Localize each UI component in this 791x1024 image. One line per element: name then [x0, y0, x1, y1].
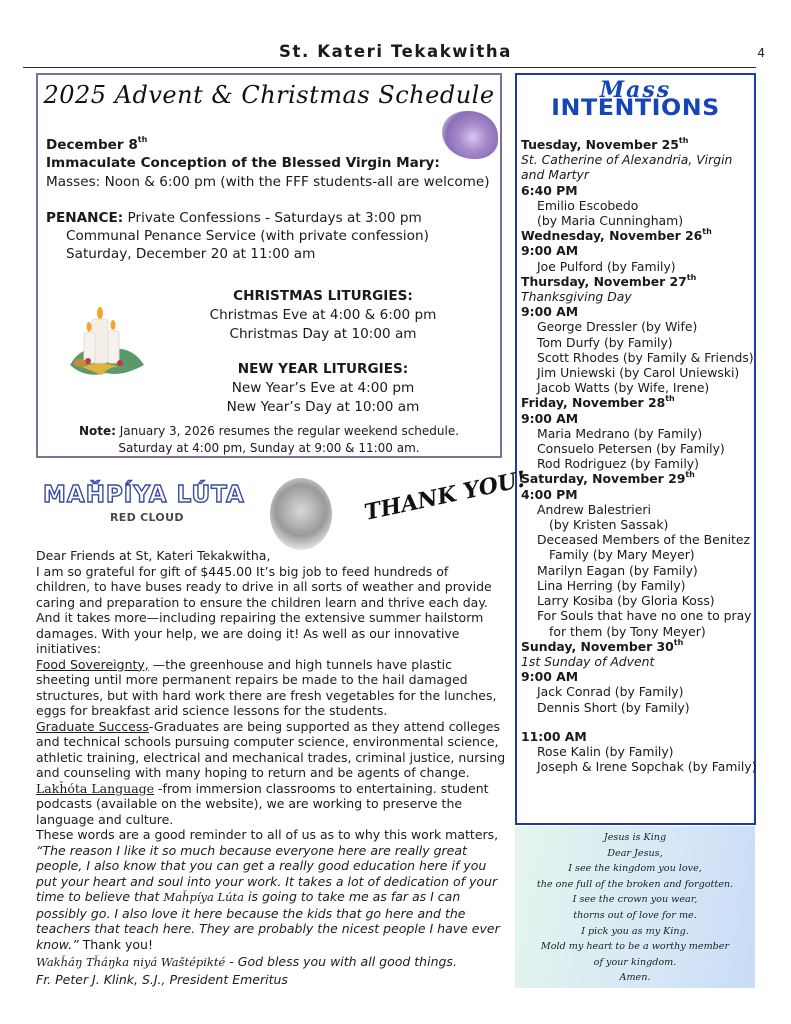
mass-time: 4:00 PM [521, 486, 578, 502]
christmas-heading: CHRISTMAS LITURGIES: [233, 288, 413, 304]
red-cloud-letter [36, 548, 506, 971]
student-photo [270, 478, 332, 550]
penance-date: Saturday, December 20 at 11:00 am [66, 246, 316, 263]
mass-time: 6:40 PM [521, 182, 578, 198]
food-sovereignty-link: Food Sovereignty, [36, 656, 149, 672]
mass-intention-entry: Marilyn Eagan (by Family) [537, 562, 698, 578]
letter-signature: Fr. Peter J. Klink, S.J., President Emeritus [36, 972, 288, 987]
mass-time: 11:00 AM [521, 728, 587, 744]
mass-intention-entry: Jacob Watts (by Wife, Irene) [537, 380, 710, 396]
mass-intention-entry: George Dressler (by Wife) [537, 319, 698, 335]
advent-candles-icon [62, 303, 150, 383]
immaculate-heading: Immaculate Conception of the Blessed Virgin Mary: [46, 155, 440, 172]
mass-time: 9:00 AM [521, 669, 579, 685]
mass-intention-entry: Dennis Short (by Family) [537, 699, 690, 715]
mass-intention-entry: Joseph & Irene Sopchak (by Family) [537, 759, 757, 775]
prayer-line: Amen. [619, 972, 651, 984]
mass-day-feast: 1st Sunday of Advent [521, 653, 655, 669]
immaculate-date: December 8th [46, 135, 148, 153]
mass-intention-entry: For Souls that have no one to pray [537, 608, 752, 624]
schedule-title: 2025 Advent & Christmas Schedule [43, 81, 495, 109]
prayer-line: the one full of the broken and forgotten. [536, 878, 734, 890]
schedule-note: Note: January 3, 2026 resumes the regular weekend schedule. Saturday at 4:00 pm, Sunday at 9:00 & 11:00 am. [78, 424, 460, 455]
new-years-eve: New Year’s Eve at 4:00 pm [231, 380, 415, 396]
mass-intention-entry-continued: Family (by Mary Meyer) [549, 547, 695, 563]
letter-greeting: Dear Friends at St, Kateri Tekakwitha, [36, 548, 271, 563]
mass-day-heading: Saturday, November 29th [521, 470, 695, 487]
mass-day [521, 274, 759, 396]
christmas-eve: Christmas Eve at 4:00 & 6:00 pm [209, 307, 437, 323]
mass-day-heading: Tuesday, November 25th [521, 136, 689, 152]
mass-intention-entry: (by Maria Cunningham) [537, 213, 684, 229]
prayer-card [515, 826, 755, 988]
mass-day-feast: St. Catherine of Alexandria, Virgin and Martyr [521, 152, 733, 183]
mass-intention-entry: Jack Conrad (by Family) [537, 684, 684, 700]
mass-day [521, 137, 759, 228]
lakota-language-paragraph: Lakȟóta Language -from immersion classrooms to entertaining. student podcasts (available on the website), we are working to preserve the language and culture. [36, 780, 489, 827]
mass-intention-entry: Rose Kalin (by Family) [537, 743, 674, 759]
mass-day-heading: Thursday, November 27th [521, 272, 697, 289]
prayer-line: I see the kingdom you love, [568, 863, 702, 875]
blessing-line: Wakȟáŋ Tȟáŋka niyá Waštépikté - God bless you with all good things. [36, 954, 457, 969]
mass-intention-entry: Rod Rodriguez (by Family) [537, 456, 699, 472]
mass-intention-entry: Maria Medrano (by Family) [537, 425, 703, 441]
christmas-day: Christmas Day at 10:00 am [229, 326, 417, 342]
mass-intention-entry: Joe Pulford (by Family) [537, 258, 676, 274]
mass-day-heading: Sunday, November 30th [521, 637, 684, 654]
mass-intentions-logo-bottom: INTENTIONS [551, 96, 720, 121]
mass-intentions-box [515, 73, 756, 825]
mass-time: 9:00 AM [521, 304, 579, 320]
mass-intention-entry: Larry Kosiba (by Gloria Koss) [537, 593, 715, 609]
header-divider [23, 67, 756, 68]
mass-day [521, 228, 759, 274]
prayer-line: thorns out of love for me. [573, 909, 697, 921]
student-quote: “The reason I like it so much because everyone here are really great people, I also know that you can get a really good education here if you put your heart and soul into your work. It takes a lot of dedication of your time to believe that Maȟpíya Lúta is going to take me as far as I can possibly go. I also love it here because the kids that go here and the teachers that teach here. They are probably the nicest people I have ever know.” Thank you! [36, 842, 500, 952]
mass-day [521, 639, 759, 775]
mass-intention-entry: Deceased Members of the Benitez [537, 532, 750, 548]
mass-day [521, 471, 759, 638]
christmas-liturgies [178, 287, 468, 344]
mass-intention-entry: Lina Herring (by Family) [537, 577, 686, 593]
penance-line: PENANCE: Private Confessions - Saturdays at 3:00 pm [46, 209, 422, 226]
mass-intention-entry: Emilio Escobedo [537, 197, 639, 213]
prayer-line: Jesus is King [603, 832, 667, 843]
letter-paragraph: I am so grateful for gift of $445.00 It’s big job to feed hundreds of children, to have buses ready to drive in all sorts of weather and provide caring and preparation to ensure the children learn and thrive each day. And it takes more—including repairing the extensive summer hailstorm damages. With your help, we are doing it! As well as our innovative initiatives: [36, 563, 492, 656]
mass-intention-entry: Andrew Balestrieri [537, 501, 651, 517]
mass-day-heading: Wednesday, November 26th [521, 227, 712, 244]
newsletter-title: St. Kateri Tekakwitha [279, 42, 512, 61]
new-year-heading: NEW YEAR LITURGIES: [237, 361, 409, 377]
immaculate-masses: Masses: Noon & 6:00 pm (with the FFF students-all are welcome) [46, 173, 490, 190]
prayer-text [515, 830, 755, 986]
mass-intention-entry: Tom Durfy (by Family) [537, 334, 673, 350]
prayer-line: I see the crown you wear, [572, 894, 698, 906]
food-sovereignty-paragraph: Food Sovereignty, —the greenhouse and high tunnels have plastic sheeting until more permanent repairs be made to the hail damaged structures, but with hard work there are fresh vegetables for the lunches, eggs for breakfast arid science lessons for the students. [36, 656, 497, 718]
prayer-line: Dear Jesus, [607, 847, 663, 859]
mass-time: 9:00 AM [521, 243, 579, 259]
graduate-success-paragraph: Graduate Success-Graduates are being supported as they attend colleges and technical schools pursuing computer science, environmental science, athletic training, electrical and mechanical trades, criminal justice, nursing and counseling with many hoping to return and be agents of change. [36, 718, 506, 780]
mass-day [521, 395, 759, 471]
new-year-liturgies [178, 360, 468, 417]
new-years-day: New Year’s Day at 10:00 am [226, 399, 420, 415]
lakota-language-link: Lakȟóta Language [36, 780, 155, 796]
mass-time: 9:00 AM [521, 410, 579, 426]
reminder-line: These words are a good reminder to all of us as to why this work matters, [36, 827, 499, 842]
schedule-body [46, 136, 496, 264]
prayer-line: I pick you as my King. [581, 925, 689, 937]
mass-day-feast: Thanksgiving Day [521, 289, 632, 305]
graduate-success-link: Graduate Success [36, 718, 149, 734]
mass-intentions-logo-top: Mass [599, 77, 672, 103]
mass-intention-entry: Consuelo Petersen (by Family) [537, 441, 725, 457]
red-cloud-logo-subtitle: RED CLOUD [110, 511, 184, 524]
prayer-line: Mold my heart to be a worthy member [540, 941, 730, 953]
mass-intention-entry: Scott Rhodes (by Family & Friends) [537, 349, 754, 365]
penance-communal: Communal Penance Service (with private confession) [66, 228, 429, 245]
page-number: 4 [757, 46, 765, 60]
mass-intentions-list [521, 137, 759, 774]
mass-day-heading: Friday, November 28th [521, 394, 675, 411]
mass-intention-entry-continued: for them (by Tony Meyer) [549, 623, 706, 639]
christmas-schedule-box [36, 73, 502, 458]
mass-intention-entry-continued: (by Kristen Sassak) [549, 517, 669, 533]
thank-you-graphic: THANK YOU! [362, 466, 529, 526]
prayer-line: of your kingdom. [593, 956, 677, 968]
red-cloud-logo: MAȞPÍYA LÚTA [43, 482, 245, 508]
mass-intention-entry: Jim Uniewski (by Carol Uniewski) [537, 365, 740, 381]
